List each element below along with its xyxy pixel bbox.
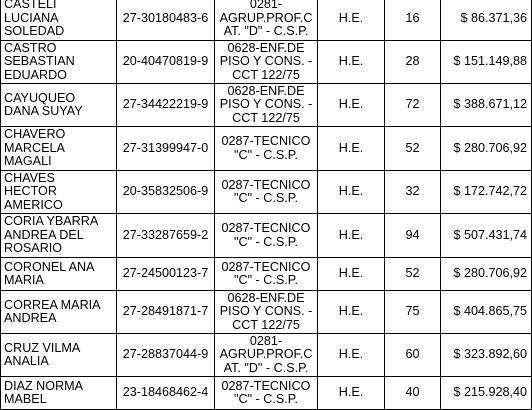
position-line: CCT 122/75 [232,67,300,82]
cuil-cell: 27-24500123-7 [117,258,215,291]
position-cell [215,0,318,41]
type-cell: H.E. [318,0,385,41]
position-cell [215,214,318,258]
position-line: 0281- [249,333,283,348]
employee-name-cell [1,41,117,84]
name-line: CRUZ VILMA [4,340,81,355]
amount-cell: $ 280.706,92 [441,127,532,171]
amount-cell: $ 151.149,88 [441,41,532,84]
type-cell: H.E. [318,334,385,377]
position-line: "C" - C.S.P. [234,234,298,249]
name-line: ANALIA [4,354,49,368]
position-line: CCT 122/75 [232,110,300,125]
position-line: AGRUP.PROF.C [219,10,313,25]
name-line: CASTELI [4,0,57,12]
position-cell [215,41,318,84]
position-cell [215,84,318,127]
cuil-cell: 27-28837044-9 [117,334,215,377]
name-line: ROSARIO [4,241,63,256]
hours-cell: 28 [385,41,441,84]
position-cell [215,291,318,334]
position-line: 0281- [249,0,283,12]
position-line: 0628-ENF.DE [227,83,305,98]
hours-cell: 94 [385,214,441,258]
position-line: CCT 122/75 [232,317,300,332]
name-line: MARIA [4,273,44,287]
position-line: 0628-ENF.DE [227,40,305,55]
table-row [1,291,532,334]
name-line: DIAZ NORMA [4,378,84,393]
position-line: 0287-TECNICO [221,259,311,274]
hours-cell: 52 [385,127,441,171]
table-row [1,127,532,171]
table-row [1,377,532,410]
type-cell: H.E. [318,84,385,127]
type-cell: H.E. [318,258,385,291]
position-line: 0287-TECNICO [221,134,311,149]
amount-cell: $ 172.742,72 [441,171,532,214]
cuil-cell: 20-40470819-9 [117,41,215,84]
name-line: CAYUQUEO [4,90,76,105]
position-line: 0287-TECNICO [221,378,311,393]
employee-name-cell [1,291,117,334]
hours-cell: 60 [385,334,441,377]
cuil-cell: 27-30180483-6 [117,0,215,41]
cuil-cell: 20-35832506-9 [117,171,215,214]
employee-name-cell [1,214,117,258]
table-row [1,41,532,84]
name-line: HECTOR [4,184,57,199]
name-line: SOLEDAD [4,24,65,39]
position-line: PISO Y CONS. - [219,304,313,319]
amount-cell: $ 215.928,40 [441,377,532,410]
position-cell [215,334,318,377]
name-line: CORREA MARIA [4,297,101,312]
name-line: CORIA YBARRA [4,214,99,229]
type-cell: H.E. [318,214,385,258]
table-row [1,171,532,214]
name-line: AMERICO [4,197,63,212]
hours-cell: 75 [385,291,441,334]
employee-name-cell [1,84,117,127]
amount-cell: $ 388.671,12 [441,84,532,127]
cuil-cell: 23-18468462-4 [117,377,215,410]
amount-cell: $ 507.431,74 [441,214,532,258]
position-line: AGRUP.PROF.C [219,347,313,362]
position-line: PISO Y CONS. - [219,97,313,112]
type-cell: H.E. [318,41,385,84]
position-line: PISO Y CONS. - [219,54,313,69]
position-line: 0287-TECNICO [221,177,311,192]
table-row [1,214,532,258]
employee-name-cell [1,127,117,171]
name-line: CHAVES [4,170,55,185]
employee-name-cell [1,171,117,214]
amount-cell: $ 404.865,75 [441,291,532,334]
position-line: "C" - C.S.P. [234,273,298,287]
type-cell: H.E. [318,171,385,214]
name-line: MABEL [4,392,47,406]
position-line: 0628-ENF.DE [227,290,305,305]
amount-cell: $ 323.892,60 [441,334,532,377]
cuil-cell: 27-34422219-9 [117,84,215,127]
employee-name-cell [1,258,117,291]
position-line: "C" - C.S.P. [234,392,298,406]
position-cell [215,127,318,171]
position-line: "C" - C.S.P. [234,147,298,162]
amount-cell: $ 86.371,36 [441,0,532,41]
position-line: AT. "D" - C.S.P. [223,24,309,39]
table-row [1,84,532,127]
name-line: CASTRO [4,40,57,55]
position-cell [215,377,318,410]
name-line: DANA SUYAY [4,104,83,118]
amount-cell: $ 280.706,92 [441,258,532,291]
position-cell [215,171,318,214]
cuil-cell: 27-33287659-2 [117,214,215,258]
position-line: "C" - C.S.P. [234,191,298,205]
name-line: ANDREA DEL [4,227,84,242]
hours-cell: 72 [385,84,441,127]
table-row [1,334,532,377]
name-line: EDUARDO [4,67,67,82]
employee-name-cell [1,377,117,410]
cuil-cell: 27-28491871-7 [117,291,215,334]
hours-cell: 52 [385,258,441,291]
position-line: 0287-TECNICO [221,221,311,236]
hours-cell: 40 [385,377,441,410]
table-row [1,258,532,291]
name-line: SEBASTIAN [4,54,75,69]
position-cell [215,258,318,291]
position-line: AT. "D" - C.S.P. [223,360,309,375]
name-line: MAGALI [4,154,52,169]
name-line: ANDREA [4,311,57,325]
table-row [1,0,532,41]
name-line: CORONEL ANA [4,259,95,274]
employee-name-cell [1,334,117,377]
cuil-cell: 27-31399947-0 [117,127,215,171]
type-cell: H.E. [318,377,385,410]
type-cell: H.E. [318,291,385,334]
name-line: LUCIANA [4,10,59,25]
hours-cell: 32 [385,171,441,214]
table-body [1,0,532,410]
name-line: MARCELA [4,140,65,155]
hours-cell: 16 [385,0,441,41]
name-line: CHAVERO [4,127,66,142]
type-cell: H.E. [318,127,385,171]
employee-name-cell [1,0,117,41]
